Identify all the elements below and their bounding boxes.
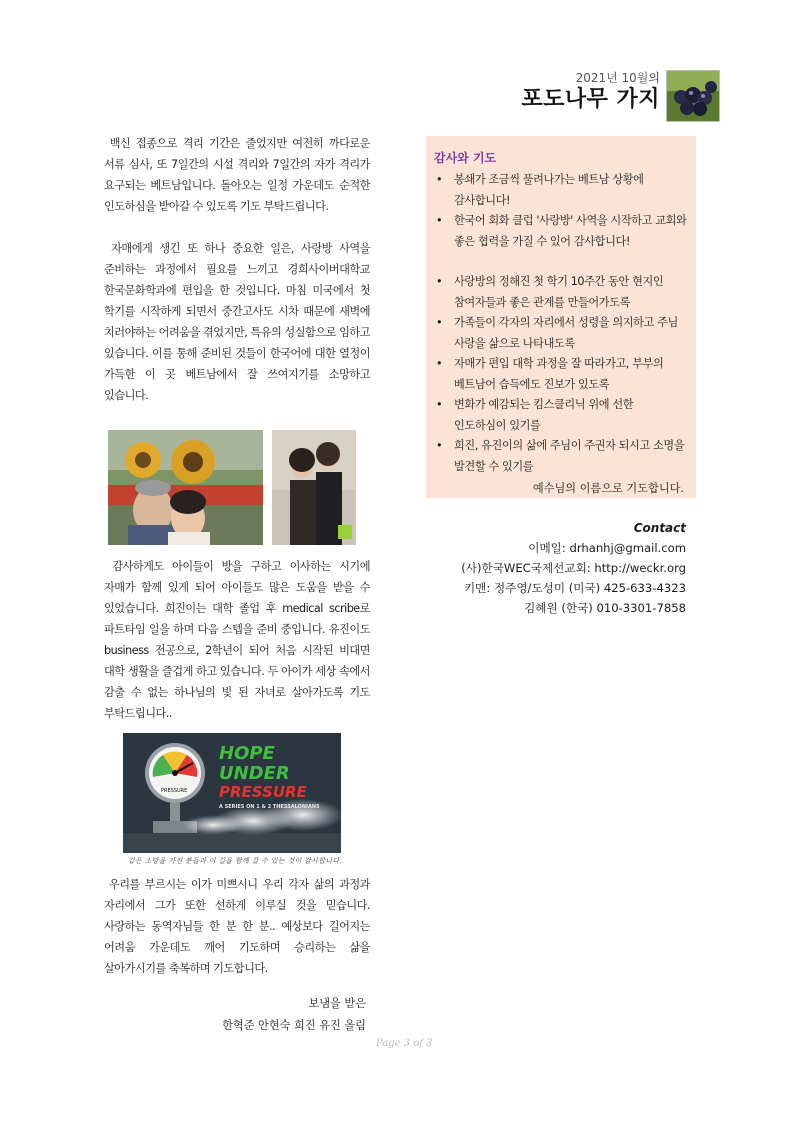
daughters-photo <box>272 430 356 545</box>
paragraph-blessing: 우리를 부르시는 이가 미쁘시니 우리 각자 삶의 과정과 자리에서 그가 또한 선하게 이루실 것을 믿습니다. 사랑하는 동역자님들 한 분 한 분.. 예상보다 길어지는 어려움 가운데도 깨어 기도하며 승리하는 삶을 살아가시기를 축복하며 기도합니다. <box>104 878 370 975</box>
family-photos <box>108 430 356 545</box>
gauge-label: PRESSURE <box>161 788 188 794</box>
contact-block <box>461 518 686 618</box>
contact-korea: 김혜원 (한국) 010-3301-7858 <box>524 601 686 615</box>
prayer-item: • 변화가 예감되는 킴스클리닉 위에 선한 인도하심이 있기를 <box>434 395 688 436</box>
hope-title-line3: PRESSURE <box>219 783 307 801</box>
prayer-closing: 예수님의 이름으로 기도합니다. <box>532 482 684 495</box>
signoff <box>222 993 366 1037</box>
header-suffix: 의 <box>648 71 660 85</box>
prayer-item: • 봉쇄가 조금씩 풀려나가는 베트남 상황에 감사합니다! <box>434 170 688 211</box>
grape-cluster-icon <box>667 71 720 122</box>
contact-title: Contact <box>633 521 686 535</box>
prayer-item: • 사랑방의 정해진 첫 학기 10주간 동안 현지인 참여자들과 좋은 관계를 만들어가도록 <box>434 272 688 313</box>
newsletter-header <box>521 70 720 124</box>
header-text <box>521 70 660 114</box>
page-number: Page 3 of 3 <box>376 1038 433 1049</box>
grape-logo-image <box>666 70 720 122</box>
couple-photo <box>108 430 263 545</box>
prayer-item: • 희진, 유진이의 삶에 주님이 주권자 되시고 소명을 발견할 수 있기를 <box>434 436 688 477</box>
hope-title-line1: HOPE <box>219 743 275 764</box>
prayer-item: • 가족들이 각자의 자리에서 성령을 의지하고 주님 사랑을 삶으로 나타내도록 <box>434 313 688 354</box>
contact-organization[interactable]: (사)한국WEC국제선교회: http://weckr.org <box>461 561 686 575</box>
prayer-list <box>434 170 688 477</box>
prayer-box <box>426 136 696 498</box>
prayer-title: 감사와 기도 <box>434 151 497 165</box>
image-caption: 같은 소망을 가진 분들과 이 길을 함께 갈 수 있는 것이 감사합니다. <box>128 857 342 865</box>
signoff-line1: 보냄을 받은 <box>308 997 366 1010</box>
paragraph-university: 자매에게 생긴 또 하나 중요한 일은, 사랑방 사역을 준비하는 과정에서 필요를 느끼고 경희사이버대학교 한국문화학과에 편입을 한 것입니다. 마침 미국에서 첫 학기를 시작하게 되면서 중간고사도 시차 때문에 새벽에 치러야하는 어려움을 겪었지만, 특유의 성실함으로 임하고 있습니다. 이를 통해 준비된 것들이 한국어에 대한 열정이 가득한 이 곳 베트남에서 잘 쓰여지기를 소망하고 있습니다. <box>104 242 371 402</box>
hope-title-line2: UNDER <box>219 763 290 784</box>
left-column-top <box>104 133 370 406</box>
prayer-item: • 자매가 편입 대학 과정을 잘 따라가고, 부부의 베트남어 습득에도 진보가 있도록 <box>434 354 688 395</box>
contact-kimmen: 키맨: 정주영/도성미 (미국) 425-633-4323 <box>463 581 686 595</box>
hope-series-label: A SERIES ON 1 & 2 THESSALONIANS <box>219 804 320 810</box>
newsletter-title: 포도나무 가지 <box>521 87 660 112</box>
signoff-names: 한혁준 안현숙 희진 유진 올림 <box>222 1019 366 1032</box>
paragraph-children: 감사하게도 아이들이 방을 구하고 이사하는 시기에 자매가 함께 있게 되어 아이들도 많은 도움을 받을 수 있었습니다. 희진이는 대학 졸업 후 medical scribe로 파트타임 일을 하며 다음 스텝을 준비 중입니다. 유진이도 business 전공으로, 2학년이 되어 처음 시작된 비대면 대학 생활을 즐겁게 하고 있습니다. 두 아이가 세상 속에서 감출 수 없는 하나님의 빛 된 자녀로 살아가도록 기도 부탁드립니다.. <box>104 560 370 720</box>
left-column-middle <box>104 556 370 724</box>
left-column-bottom <box>104 874 370 979</box>
paragraph-quarantine: 백신 접종으로 격리 기간은 줄었지만 여전히 까다로운 서류 심사, 또 7일간의 시설 격리와 7일간의 자가 격리가 요구되는 베트남입니다. 돌아오는 일정 가운데도 순적한 인도하심을 받아갈 수 있도록 기도 부탁드립니다. <box>104 137 370 213</box>
header-month: 2021년 10월 <box>575 71 649 85</box>
prayer-item: • 한국어 회화 클럽 '사랑방' 사역을 시작하고 교회와 좋은 협력을 가질 수 있어 감사합니다! <box>434 211 688 252</box>
hope-under-pressure-image <box>123 733 341 853</box>
header-subtitle <box>521 70 660 86</box>
contact-email[interactable]: 이메일: drhanhj@gmail.com <box>528 541 686 555</box>
